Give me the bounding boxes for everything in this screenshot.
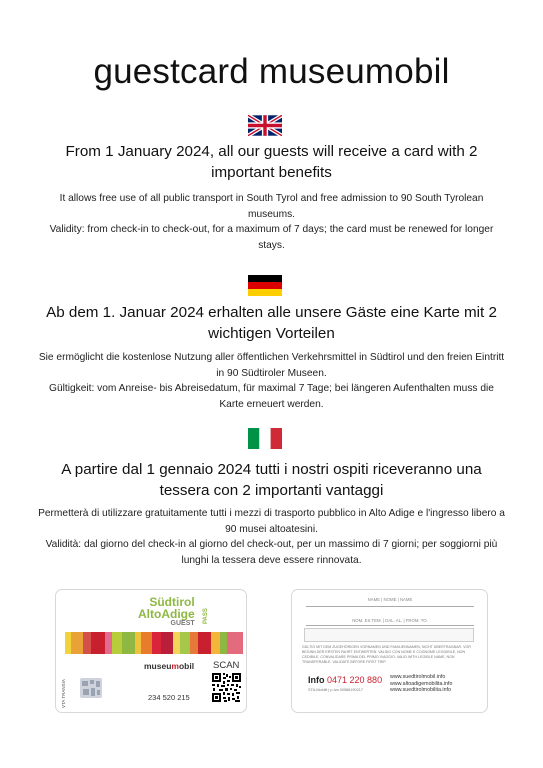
body-en-line1: It allows free use of all public transport in South Tyrol and free admission to 90 South Tyrolean museums.	[59, 193, 484, 220]
color-stripe	[141, 632, 152, 654]
color-stripe	[122, 632, 135, 654]
brand-pass: PASS	[203, 608, 209, 624]
website-links	[390, 674, 452, 694]
color-stripe	[180, 632, 190, 654]
link-2: www.altoadigemobilita.info	[390, 680, 453, 687]
flag-germany-icon	[248, 275, 282, 296]
brand-suedtirol: Südtirol	[149, 595, 195, 609]
body-it-line2: Validità: dal giorno del check-in al giorno del check-out, per un massimo di 7 giorni; per soggiorni più lunghi la tessera deve essere rinnovata.	[45, 539, 498, 566]
body-it-line1: Permetterà di utilizzare gratuitamente tutti i mezzi di trasporto pubblico in Alto Adige e l'ingresso libero a 90 musei altoatesini.	[38, 508, 505, 535]
color-stripe	[173, 632, 180, 654]
name-field: NAME | NOME | NAME	[306, 595, 474, 607]
link-1: www.suedtirolmobil.info	[390, 674, 446, 680]
flag-italy-icon	[248, 428, 282, 449]
body-en-line2: Validity: from check-in to check-out, for a maximum of 7 days; the card must be renewed for longer stays.	[49, 224, 494, 251]
scan-label: SCAN	[213, 660, 240, 671]
color-stripes	[65, 632, 243, 654]
color-stripe	[190, 632, 198, 654]
validity-field: NOM. ES.TEM. | DAL. AL. | FROM. TO.	[306, 612, 474, 626]
guest-pass-logo	[138, 596, 195, 628]
chip-icon	[80, 678, 102, 698]
color-stripe	[220, 632, 227, 654]
museumobil-c: obil	[178, 661, 195, 671]
heading-de: Ab dem 1. Januar 2024 erhalten alle unsere Gäste eine Karte mit 2 wichtigen Vorteilen	[46, 304, 497, 342]
info-number: 0471 220 880	[327, 675, 383, 685]
color-stripe	[83, 632, 91, 654]
card-number: 234 520 215	[148, 693, 190, 702]
body-de-line2: Gültigkeit: vom Anreise- bis Abreisedatum, für maximal 7 Tage; bei längeren Aufenthalten muss die Karte erneuert werden.	[49, 383, 494, 410]
page-title: guestcard museumobil	[93, 52, 450, 91]
color-stripe	[105, 632, 112, 654]
color-stripe	[152, 632, 161, 654]
link-3: www.suedtirolmobilita.info	[390, 687, 451, 693]
color-stripe	[198, 632, 211, 654]
color-stripe	[91, 632, 105, 654]
body-it	[36, 506, 507, 568]
vta-label: VTA TRANSIA	[61, 679, 66, 708]
brand-altoadige: AltoAdige	[138, 607, 195, 621]
color-stripe	[112, 632, 122, 654]
sta-label: STA-Mobilit | p.Iva 00586190217	[308, 688, 363, 692]
guest-card-front	[55, 589, 247, 713]
color-stripe	[161, 632, 173, 654]
body-de-line1: Sie ermöglicht die kostenlose Nutzung aller öffentlichen Verkehrsmittel in Südtirol und den freien Eintritt in 90 Südtiroler Museen.	[38, 352, 505, 379]
heading-it: A partire dal 1 gennaio 2024 tutti i nostri ospiti riceveranno una tessera con 2 importanti vantaggi	[61, 461, 482, 499]
heading-en: From 1 January 2024, all our guests will receive a card with 2 important benefits	[65, 143, 478, 181]
guest-card-back	[291, 589, 488, 713]
flag-uk-icon	[248, 115, 282, 136]
brand-guest: GUEST	[170, 620, 195, 627]
museumobil-b: m	[171, 661, 179, 671]
legal-text: GÜLTIG MIT DEM ZUGEHÖRIGEN VORNAMEN UND FAMILIENNAMEN, NICHT ÜBERTRAGBAR. VOR BEGINN DER ERSTEN FAHRT ENTWERTEN. VALIDO CON NOME E COGNOME LEGGIBILE, NON CEDIBILE. CONVALIDARE PRIMA DEL PRIMO VIAGGIO. VALID WITH LEGIBLE NAME, NON TRANSFERABLE. VALIDATE BEFORE FIRST TRIP.	[302, 645, 471, 664]
museumobil-a: museu	[144, 661, 172, 671]
color-stripe	[71, 632, 83, 654]
body-de	[36, 350, 507, 412]
info-label: Info	[308, 675, 325, 685]
signature-box	[304, 628, 474, 642]
museumobil-logo	[144, 661, 194, 671]
qr-code-icon	[211, 672, 242, 703]
color-stripe	[211, 632, 220, 654]
body-en	[36, 191, 507, 253]
color-stripe	[227, 632, 243, 654]
info-hotline	[308, 675, 382, 685]
